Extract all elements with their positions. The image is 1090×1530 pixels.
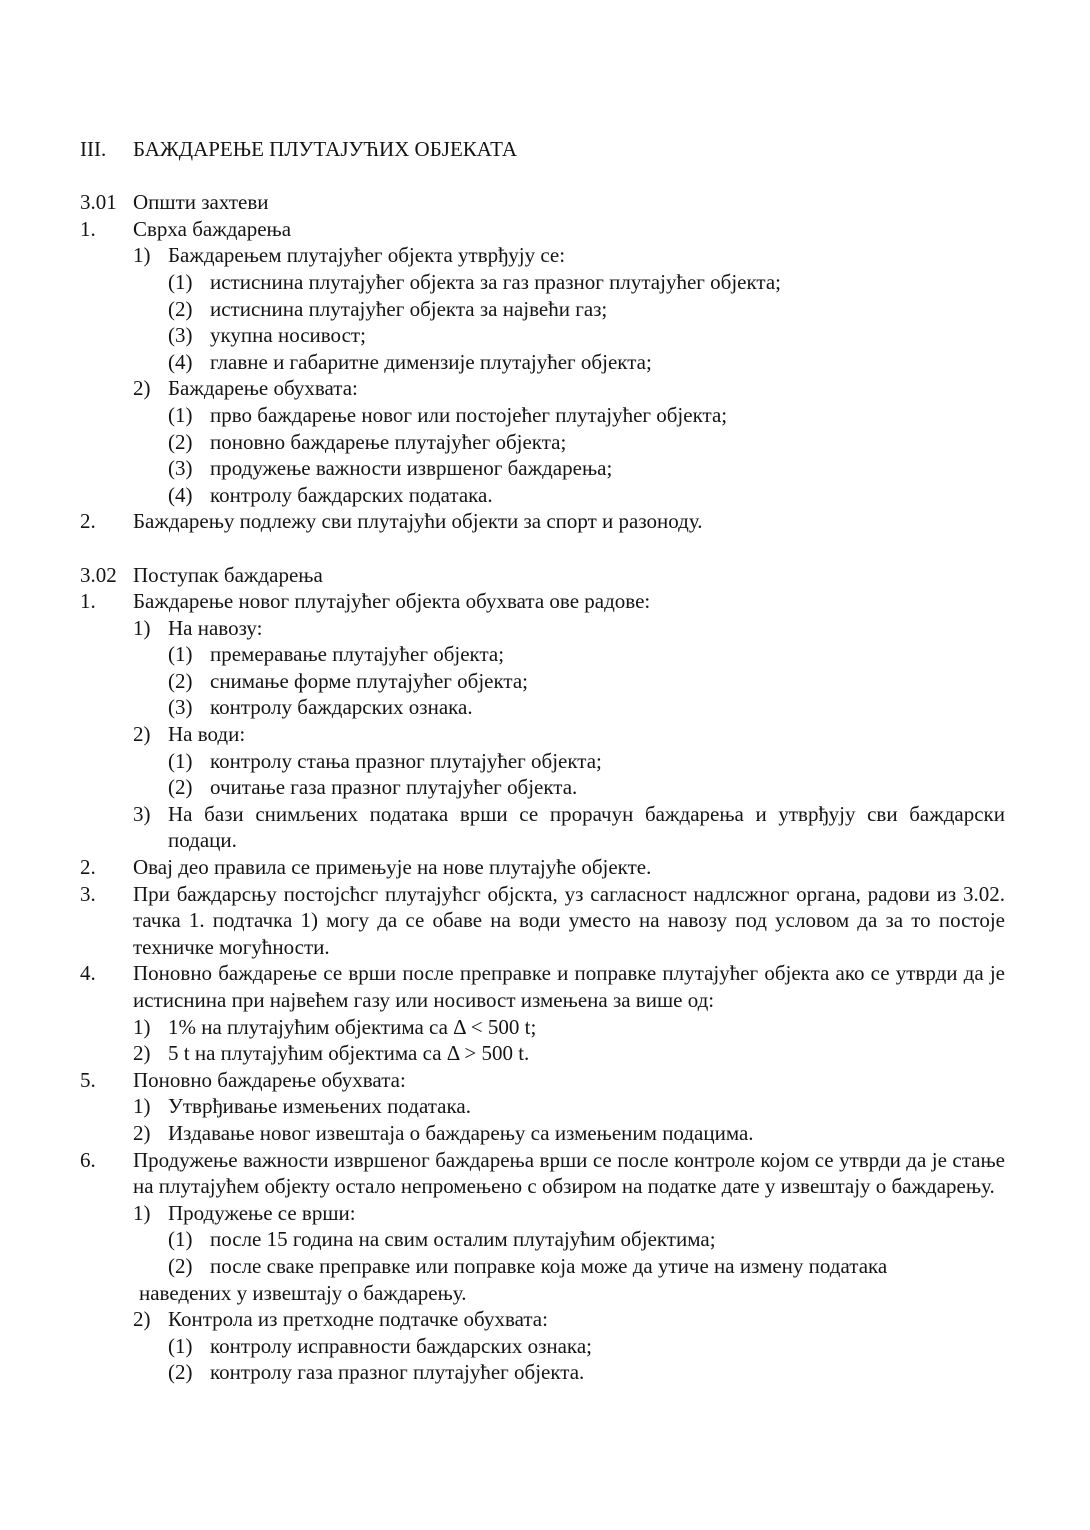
clause-text: Поновно баждарење се врши после преправке и поправке плутајућег објекта ако се утврди да је истиснина при највећем газу или носивост измењена за више од: — [133, 961, 1005, 1012]
document-title-text: БАЖДАРЕЊЕ ПЛУТАЈУЋИХ ОБЈЕКАТА — [133, 137, 518, 161]
subclause-text: Продужење се врши: — [168, 1200, 356, 1225]
list-item-text: истиснина плутајућег објекта за највећи газ; — [210, 296, 608, 321]
section-heading-3-01 — [80, 189, 1005, 216]
list-item-marker: (4) — [168, 349, 193, 374]
section-title: Општи захтеви — [133, 190, 269, 215]
subclause — [133, 615, 1005, 642]
list-item-marker: (2) — [168, 1360, 193, 1385]
clause-marker: 2. — [80, 855, 96, 880]
list-item-marker: (2) — [168, 429, 193, 454]
list-item-text: снимање форме плутајућег објекта; — [210, 668, 529, 693]
list-item-marker: (1) — [168, 748, 193, 773]
list-item-marker: (1) — [168, 1333, 193, 1358]
subclause — [133, 1093, 1005, 1120]
subclause-marker: 2) — [133, 376, 151, 401]
subclause-text: Утврђивање измењених података. — [168, 1094, 471, 1119]
list-item — [168, 748, 1005, 775]
subclause — [133, 1014, 1005, 1041]
clause-text: При баждарсњу постојсћсг плутајућсг објскта, уз сагласност надлсжног органа, радови из 3.02. тачка 1. подтачка 1) могу да се обаве на води уместо на навозу под условом да за то постоје техничке могућности. — [133, 881, 1005, 959]
list-item — [168, 269, 1005, 296]
list-item — [168, 668, 1005, 695]
subclause-marker: 2) — [133, 1307, 151, 1332]
subclause-marker: 1) — [133, 1200, 151, 1225]
list-item-text: после 15 година на свим осталим плутајућим објектима; — [210, 1227, 716, 1252]
list-item-text: прво баждарење новог или постојећег плутајућег објекта; — [210, 402, 728, 427]
section-title: Поступак баждарења — [133, 562, 323, 587]
list-item-marker: (1) — [168, 269, 193, 294]
subclause-marker: 1) — [133, 1094, 151, 1119]
clause — [80, 854, 1005, 881]
clause-marker: 3. — [80, 881, 96, 906]
list-item-marker: (1) — [168, 642, 193, 667]
clause-marker: 4. — [80, 961, 96, 986]
list-item — [168, 1359, 1005, 1386]
section-number: 3.02 — [80, 562, 117, 587]
clause-text: Баждарење новог плутајућег објекта обухвата ове радове: — [133, 589, 651, 614]
subclause-text: На бази снимљених података врши се прорачун баждарења и утврђују сви баждарски подаци. — [168, 801, 1005, 853]
list-item-marker: (2) — [168, 296, 193, 321]
list-item-text: продужење важности извршеног баждарења; — [210, 456, 613, 481]
subclause — [133, 721, 1005, 748]
list-item-text: истиснина плутајућег објекта за газ празног плутајућег објекта; — [210, 269, 781, 294]
subclause — [133, 1200, 1005, 1227]
list-item-marker: (1) — [168, 402, 193, 427]
subclause — [133, 375, 1005, 402]
subclause — [133, 801, 1005, 854]
section-heading-3-02 — [80, 562, 1005, 589]
clause — [80, 881, 1005, 961]
clause — [80, 960, 1005, 1013]
subclause-text: Баждарење обухвата: — [168, 376, 358, 401]
subclause-marker: 1) — [133, 1014, 151, 1039]
subclause — [133, 242, 1005, 269]
list-item-text-line2: наведених у извештају о баждарењу. — [139, 1280, 467, 1305]
clause-marker: 2. — [80, 509, 96, 534]
clause-marker: 1. — [80, 216, 96, 241]
section-number: 3.01 — [80, 190, 117, 215]
list-item-text: укупна носивост; — [210, 323, 366, 348]
spacer — [80, 535, 1005, 562]
clause — [80, 216, 1005, 243]
list-item-text-line1: после сваке преправке или поправке која може да утиче на измену података — [210, 1253, 888, 1278]
subclause-text: Контрола из претходне подтачке обухвата: — [168, 1307, 548, 1332]
document-title — [80, 136, 1005, 163]
list-item-text: контролу стања празног плутајућег објекта; — [210, 748, 602, 773]
list-item-text: контролу баждарских ознака. — [210, 695, 473, 720]
subclause — [133, 1040, 1005, 1067]
clause — [80, 1067, 1005, 1094]
list-item-text: премеравање плутајућег објекта; — [210, 642, 505, 667]
subclause-text: 5 t на плутајућим објектима са Δ > 500 t. — [168, 1041, 530, 1066]
list-item — [168, 694, 1005, 721]
list-item-marker: (3) — [168, 695, 193, 720]
subclause-marker: 2) — [133, 722, 151, 747]
subclause — [133, 1120, 1005, 1147]
subclause — [133, 1306, 1005, 1333]
list-item — [168, 455, 1005, 482]
subclause-text: На навозу: — [168, 615, 263, 640]
subclause-text: На води: — [168, 722, 246, 747]
clause-text: Сврха баждарења — [133, 216, 292, 241]
clause — [80, 508, 1005, 535]
list-item-text: поновно баждарење плутајућег објекта; — [210, 429, 567, 454]
clause-text: Баждарењу подлежу сви плутајући објекти за спорт и разоноду. — [133, 509, 703, 534]
list-item-text: главне и габаритне димензије плутајућег објекта; — [210, 349, 652, 374]
clause — [80, 1147, 1005, 1200]
clause-marker: 6. — [80, 1147, 96, 1172]
list-item — [168, 1333, 1005, 1360]
list-item-text: контролу газа празног плутајућег објекта. — [210, 1360, 585, 1385]
list-item-marker: (3) — [168, 456, 193, 481]
clause-marker: 1. — [80, 589, 96, 614]
list-item-text: контролу исправности баждарских ознака; — [210, 1333, 592, 1358]
subclause-text: Баждарењем плутајућег објекта утврђују се: — [168, 243, 566, 268]
clause-marker: 5. — [80, 1067, 96, 1092]
clause-text: Овај део правила се примењује на нове плутајуће објекте. — [133, 855, 652, 880]
list-item — [168, 402, 1005, 429]
list-item-marker: (1) — [168, 1227, 193, 1252]
subclause-text: Издавање новог извештаја о баждарењу са измењеним подацима. — [168, 1120, 754, 1145]
list-item — [168, 774, 1005, 801]
subclause-marker: 1) — [133, 615, 151, 640]
list-item-text: контролу баждарских података. — [210, 482, 493, 507]
list-item-marker: (4) — [168, 482, 193, 507]
clause-text: Поновно баждарење обухвата: — [133, 1067, 406, 1092]
list-item-marker: (2) — [168, 775, 193, 800]
list-item — [168, 349, 1005, 376]
list-item-text: очитање газа празног плутајућег објекта. — [210, 775, 578, 800]
list-item — [168, 1226, 1005, 1253]
subclause-marker: 1) — [133, 243, 151, 268]
spacer — [80, 163, 1005, 190]
document-title-marker: III. — [80, 137, 107, 161]
list-item-marker: (3) — [168, 323, 193, 348]
list-item-marker: (2) — [168, 668, 193, 693]
clause — [80, 588, 1005, 615]
subclause-text: 1% на плутајућим објектима са Δ < 500 t; — [168, 1014, 537, 1039]
subclause-marker: 2) — [133, 1041, 151, 1066]
list-item — [139, 1253, 1005, 1306]
subclause-marker: 2) — [133, 1120, 151, 1145]
list-item — [168, 482, 1005, 509]
list-item — [168, 322, 1005, 349]
list-item — [168, 429, 1005, 456]
subclause-marker: 3) — [133, 801, 151, 826]
list-item — [168, 641, 1005, 668]
clause-text: Продужење важности извршеног баждарења врши се после контроле којом се утврди да је стање на плутајућем објекту остало непромењено с обзиром на податке дате у извештају о баждарењу. — [133, 1147, 1005, 1199]
list-item — [168, 296, 1005, 323]
list-item-marker: (2) — [168, 1253, 193, 1278]
